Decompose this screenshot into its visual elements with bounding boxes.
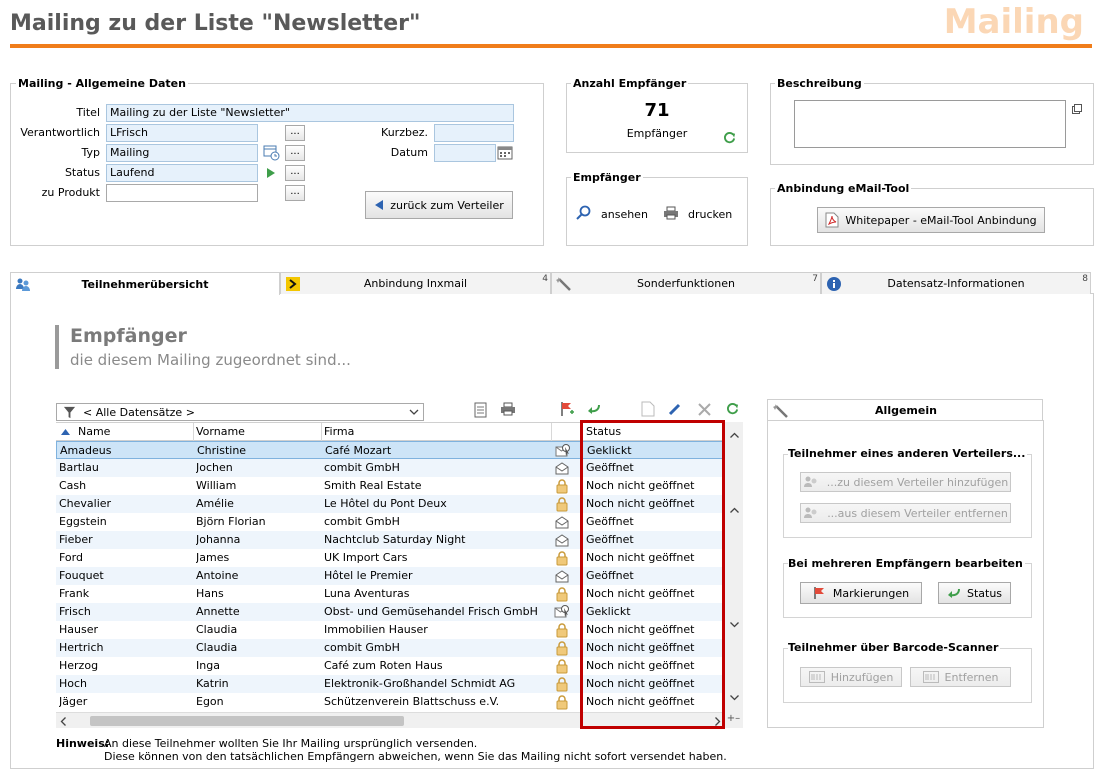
cell-name: Eggstein — [59, 515, 107, 528]
print-recipients-link[interactable]: drucken — [688, 208, 733, 221]
cell-vorname: Annette — [196, 605, 240, 618]
status-picker-button[interactable]: ... — [285, 165, 305, 181]
description-title: Beschreibung — [777, 77, 862, 90]
tab-count: 4 — [542, 274, 548, 284]
cell-vorname: William — [196, 479, 237, 492]
remove-from-distributor-button[interactable] — [800, 503, 1011, 523]
page-title: Mailing zu der Liste "Newsletter" — [10, 11, 421, 36]
tab-teilnehmeruebersicht[interactable] — [10, 272, 280, 295]
people-icon — [803, 475, 821, 489]
cell-name: Fieber — [59, 533, 93, 546]
titel-label: Titel — [76, 106, 100, 119]
cell-status: Geöffnet — [586, 461, 634, 474]
typ-field[interactable]: Mailing — [106, 144, 258, 162]
cell-firma: combit GmbH — [324, 461, 400, 474]
cell-firma: Schützenverein Blattschuss e.V. — [324, 695, 500, 708]
expand-icon[interactable] — [1072, 104, 1082, 114]
cell-name: Bartlau — [59, 461, 99, 474]
cell-vorname: Claudia — [196, 641, 238, 654]
cell-vorname: Björn Florian — [196, 515, 266, 528]
people-icon — [15, 276, 31, 292]
padlock-icon — [554, 478, 570, 494]
email-tool-title: Anbindung eMail-Tool — [777, 182, 910, 195]
funnel-icon — [63, 406, 76, 419]
verantwortlich-picker-button[interactable]: ... — [285, 125, 305, 141]
barcode-icon — [809, 671, 825, 683]
padlock-icon — [554, 676, 570, 692]
cell-status: Geklickt — [587, 444, 632, 457]
titel-field[interactable]: Mailing zu der Liste "Newsletter" — [106, 104, 514, 122]
datum-label: Datum — [390, 146, 428, 159]
tab-count: 7 — [812, 274, 818, 284]
produkt-field[interactable] — [106, 184, 258, 202]
cell-status: Noch nicht geöffnet — [586, 641, 695, 654]
cell-status: Noch nicht geöffnet — [586, 587, 695, 600]
hint-line-2: Diese können von den tatsächlichen Empfängern abweichen, wenn Sie das Mailing nicht sofort versendet haben. — [104, 750, 727, 763]
cell-firma: UK Import Cars — [324, 551, 408, 564]
column-header-status[interactable]: Status — [586, 425, 622, 438]
padlock-icon — [554, 694, 570, 710]
status-column-highlight — [580, 420, 725, 729]
cell-vorname: Jochen — [196, 461, 233, 474]
recipients-title: Empfänger — [573, 171, 641, 184]
tab-label: Datensatz-Informationen — [887, 277, 1025, 290]
vertical-scrollbar[interactable] — [724, 422, 743, 714]
remove-from-distributor-label: ...aus diesem Verteiler entfernen — [827, 506, 1008, 520]
group-other-distributor — [783, 454, 1032, 538]
recipient-count-label: Empfänger — [626, 127, 688, 140]
count-title: Anzahl Empfänger — [573, 77, 687, 90]
cell-firma: Café Mozart — [325, 444, 392, 457]
schedule-icon[interactable] — [263, 145, 281, 161]
group-barcode-title: Teilnehmer über Barcode-Scanner — [788, 641, 999, 654]
cell-firma: Hôtel le Premier — [324, 569, 413, 582]
view-recipients-link[interactable]: ansehen — [601, 208, 648, 221]
play-icon[interactable] — [266, 167, 276, 179]
undo-arrow-icon[interactable] — [587, 403, 601, 415]
chevron-down-icon — [409, 409, 419, 416]
printer-icon[interactable] — [500, 402, 516, 416]
refresh-icon[interactable] — [726, 402, 739, 415]
brand-label: Mailing — [943, 2, 1084, 42]
back-to-list-label: zurück zum Verteiler — [390, 198, 504, 212]
grid-corner-toggle[interactable]: +– — [724, 712, 743, 728]
cell-name: Hoch — [59, 677, 88, 690]
cell-status: Geöffnet — [586, 533, 634, 546]
info-icon — [826, 276, 842, 292]
section-heading: Empfänger — [70, 325, 187, 347]
scroll-down-icon[interactable] — [730, 695, 739, 701]
tab-label: Anbindung Inxmail — [363, 277, 468, 290]
barcode-remove-label: Entfernen — [944, 670, 999, 684]
cell-status: Noch nicht geöffnet — [586, 551, 695, 564]
status-label: Status — [64, 166, 100, 179]
side-tab-allgemein[interactable] — [767, 399, 1043, 421]
recipient-count: 71 — [644, 100, 670, 121]
padlock-icon — [554, 658, 570, 674]
group-bulk-edit-title: Bei mehreren Empfängern bearbeiten — [788, 557, 1023, 570]
cell-firma: Nachtclub Saturday Night — [324, 533, 466, 546]
cell-vorname: Claudia — [196, 623, 238, 636]
barcode-remove-button[interactable] — [910, 667, 1011, 687]
cell-name: Hertrich — [59, 641, 104, 654]
new-record-icon[interactable] — [641, 401, 655, 417]
cell-vorname: Hans — [196, 587, 224, 600]
cell-name: Chevalier — [59, 497, 112, 510]
padlock-icon — [554, 586, 570, 602]
cell-name: Jäger — [59, 695, 88, 708]
cell-firma: Obst- und Gemüsehandel Frisch GmbH — [324, 605, 538, 618]
produkt-label: zu Produkt — [41, 186, 100, 199]
tab-datensatz-informationen[interactable] — [821, 272, 1091, 294]
verantwortlich-label: Verantwortlich — [20, 126, 100, 139]
cell-firma: Immobilien Hauser — [324, 623, 428, 636]
cell-vorname: Inga — [196, 659, 220, 672]
open-envelope-icon — [554, 460, 570, 476]
delete-icon[interactable] — [698, 403, 711, 416]
cell-name: Frank — [59, 587, 90, 600]
status-button[interactable] — [938, 582, 1011, 604]
cell-firma: Café zum Roten Haus — [324, 659, 443, 672]
clicked-mail-icon — [554, 604, 570, 620]
verantwortlich-field[interactable]: LFrisch — [106, 124, 258, 142]
whitepaper-button[interactable] — [817, 207, 1045, 233]
side-tab-label: Allgemein — [875, 404, 937, 417]
filter-dropdown[interactable] — [56, 403, 424, 421]
add-to-distributor-label: ...zu diesem Verteiler hinzufügen — [826, 475, 1009, 489]
cell-status: Geöffnet — [586, 569, 634, 582]
cell-status: Noch nicht geöffnet — [586, 479, 695, 492]
cell-vorname: Antoine — [196, 569, 239, 582]
cell-status: Noch nicht geöffnet — [586, 497, 695, 510]
tab-count: 8 — [1082, 274, 1088, 284]
add-to-distributor-button[interactable] — [800, 472, 1011, 492]
back-arrow-icon — [374, 199, 384, 211]
section-subheading: die diesem Mailing zugeordnet sind... — [70, 351, 351, 369]
description-field[interactable] — [794, 100, 1066, 148]
cell-status: Geklickt — [586, 605, 631, 618]
tab-label: Teilnehmerübersicht — [81, 277, 209, 291]
cell-name: Hauser — [59, 623, 99, 636]
open-envelope-icon — [554, 568, 570, 584]
padlock-icon — [554, 496, 570, 512]
kurzbez-label: Kurzbez. — [381, 126, 428, 139]
cell-firma: Elektronik-Großhandel Schmidt AG — [324, 677, 516, 690]
cell-status: Noch nicht geöffnet — [586, 659, 695, 672]
filter-value: < Alle Datensätze > — [83, 406, 195, 419]
column-header-vorname[interactable]: Vorname — [196, 425, 245, 438]
scroll-page-down-icon[interactable] — [730, 622, 739, 628]
typ-label: Typ — [81, 146, 100, 159]
cell-firma: combit GmbH — [324, 515, 400, 528]
status-field[interactable]: Laufend — [106, 164, 258, 182]
pdf-icon — [825, 212, 839, 228]
cell-name: Fouquet — [59, 569, 104, 582]
document-icon[interactable] — [474, 402, 487, 418]
tab-anbindung-inxmail[interactable] — [280, 272, 551, 294]
markierungen-label: Markierungen — [832, 586, 910, 600]
title-rule — [10, 44, 1092, 48]
hint-label: Hinweis: — [56, 737, 110, 750]
barcode-add-button[interactable] — [800, 667, 902, 687]
cell-name: Ford — [59, 551, 83, 564]
cell-status: Geöffnet — [586, 515, 634, 528]
cell-vorname: Christine — [197, 444, 247, 457]
sort-ascending-icon[interactable] — [61, 429, 70, 435]
open-envelope-icon — [554, 514, 570, 530]
status-button-label: Status — [966, 586, 1003, 600]
undo-arrow-icon — [947, 587, 961, 599]
people-icon — [803, 506, 821, 520]
clicked-mail-icon — [555, 443, 571, 459]
cell-name: Amadeus — [60, 444, 112, 457]
datum-field[interactable] — [434, 144, 496, 162]
cell-status: Noch nicht geöffnet — [586, 695, 695, 708]
general-title: Mailing - Allgemeine Daten — [18, 77, 186, 90]
tab-label: Sonderfunktionen — [637, 277, 735, 290]
barcode-icon — [923, 671, 939, 683]
cell-vorname: Johanna — [196, 533, 241, 546]
padlock-icon — [554, 622, 570, 638]
scroll-up-icon[interactable] — [730, 432, 739, 438]
open-envelope-icon — [554, 532, 570, 548]
cell-vorname: James — [196, 551, 230, 564]
edit-pencil-icon[interactable] — [668, 402, 682, 416]
cell-firma: Le Hôtel du Pont Deux — [324, 497, 447, 510]
back-to-list-button[interactable] — [365, 191, 513, 219]
flag-icon[interactable] — [559, 401, 575, 417]
cell-status: Noch nicht geöffnet — [586, 623, 695, 636]
section-accent-bar — [55, 325, 59, 369]
padlock-icon — [554, 550, 570, 566]
tab-sonderfunktionen[interactable] — [551, 272, 821, 294]
barcode-add-label: Hinzufügen — [830, 670, 894, 684]
markierungen-button[interactable] — [800, 582, 922, 604]
magnifier-icon[interactable] — [576, 205, 592, 221]
whitepaper-label: Whitepaper - eMail-Tool Anbindung — [845, 213, 1037, 227]
cell-firma: combit GmbH — [324, 641, 400, 654]
typ-picker-button[interactable]: ... — [285, 145, 305, 161]
column-header-firma[interactable]: Firma — [324, 425, 355, 438]
cell-firma: Smith Real Estate — [324, 479, 422, 492]
scroll-page-up-icon[interactable] — [730, 507, 739, 513]
scroll-left-icon[interactable] — [60, 717, 66, 726]
calendar-icon[interactable] — [497, 145, 513, 161]
column-header-name[interactable]: Name — [78, 425, 111, 438]
cell-vorname: Egon — [196, 695, 224, 708]
cell-vorname: Amélie — [196, 497, 234, 510]
group-other-distributor-title: Teilnehmer eines anderen Verteilers... — [788, 447, 1026, 460]
horizontal-scroll-thumb[interactable] — [90, 716, 404, 726]
cell-vorname: Katrin — [196, 677, 229, 690]
cell-firma: Luna Aventuras — [324, 587, 410, 600]
cell-name: Frisch — [59, 605, 91, 618]
flag-icon — [813, 586, 827, 600]
hint-line-1: An diese Teilnehmer wollten Sie Ihr Mailing ursprünglich versenden. — [104, 737, 478, 750]
cell-name: Herzog — [59, 659, 99, 672]
cell-name: Cash — [59, 479, 87, 492]
wand-icon — [556, 276, 572, 292]
refresh-icon[interactable] — [723, 131, 736, 144]
cell-status: Noch nicht geöffnet — [586, 677, 695, 690]
printer-icon[interactable] — [663, 206, 679, 220]
kurzbez-field[interactable] — [434, 124, 514, 142]
padlock-icon — [554, 640, 570, 656]
produkt-picker-button[interactable]: ... — [285, 185, 305, 201]
inxmail-icon — [285, 276, 301, 292]
